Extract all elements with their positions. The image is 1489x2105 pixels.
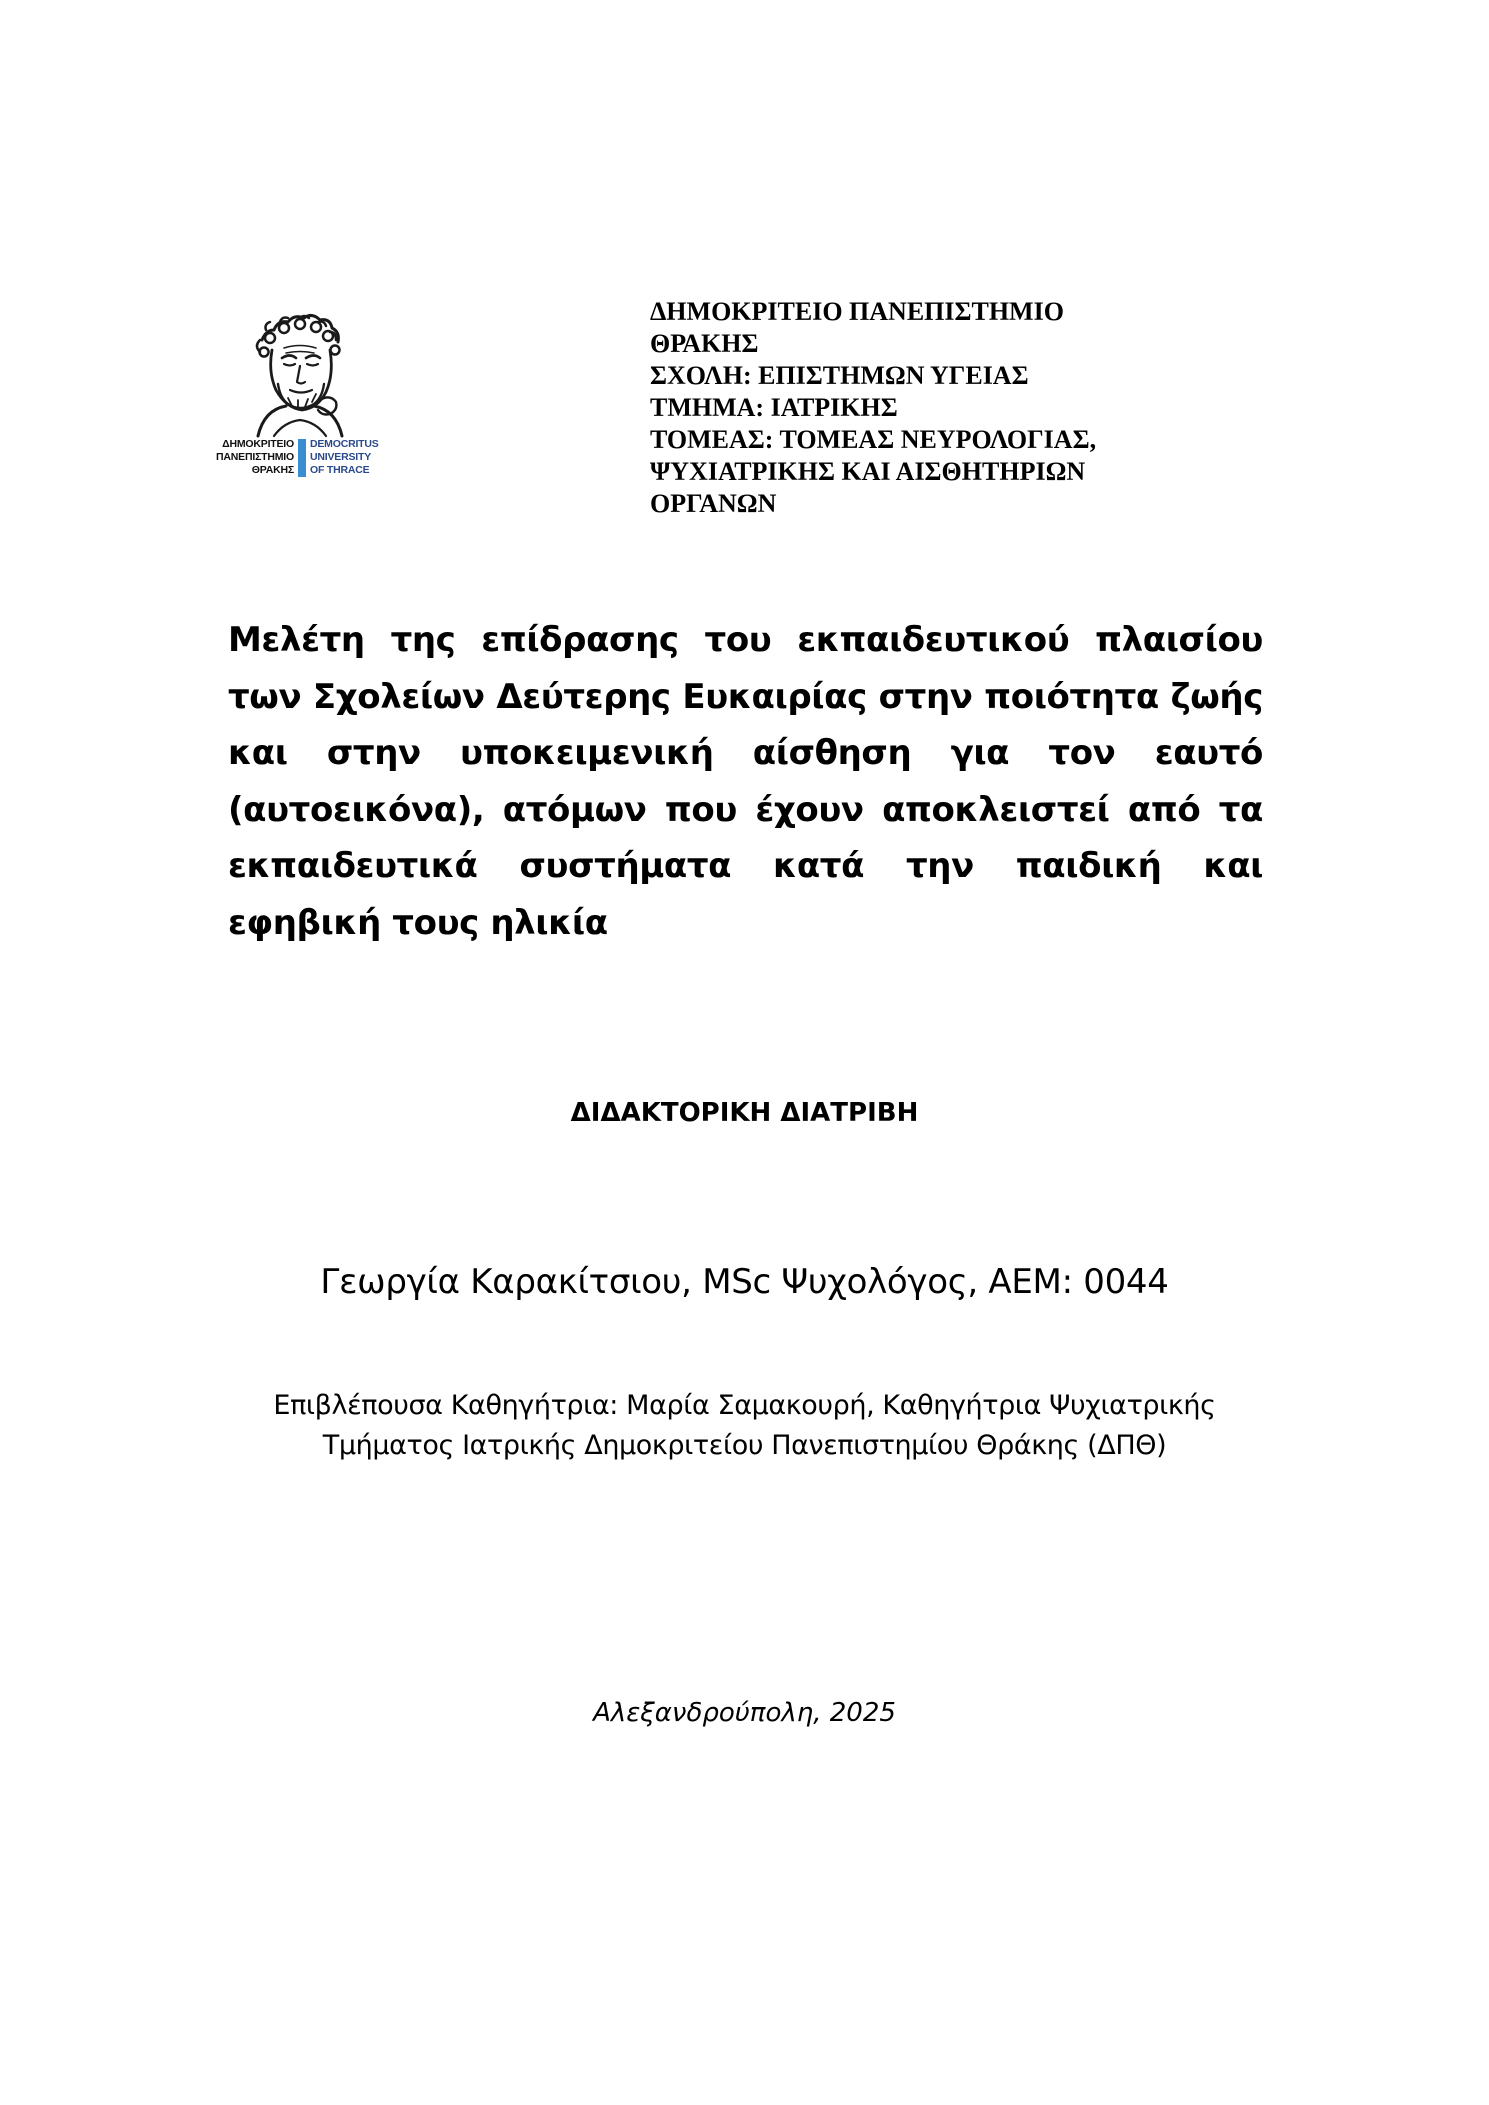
place-date: Αλεξανδρούπολη, 2025 — [593, 1698, 896, 1728]
institution-header — [650, 296, 1250, 520]
institution-line: ΤΜΗΜΑ: ΙΑΤΡΙΚΗΣ — [650, 393, 898, 422]
institution-line: ΤΟΜΕΑΣ: ΤΟΜΕΑΣ ΝΕΥΡΟΛΟΓΙΑΣ, — [650, 425, 1097, 454]
logo-wordmark — [200, 438, 410, 478]
logo-divider-bar — [298, 439, 306, 477]
supervisor-line: Επιβλέπουσα Καθηγήτρια: Μαρία Σαμακουρή, Καθηγήτρια Ψυχιατρικής — [273, 1390, 1216, 1421]
logo-greek-name: ΔΗΜΟΚΡΙΤΕΙΟ ΠΑΝΕΠΙΣΤΗΜΙΟ ΘΡΑΚΗΣ — [216, 438, 294, 476]
thesis-title: Μελέτη της επίδρασης του εκπαιδευτικού πλαισίου των Σχολείων Δεύτερης Ευκαιρίας στην ποιότητα ζωής και στην υποκειμενική αίσθηση για τον εαυτό (αυτοεικόνα), ατόμων που έχουν αποκλειστεί από τα εκπαιδευτικά συστήματα κατά την παιδική και εφηβική τους ηλικία — [228, 620, 1263, 943]
supervisor-department-line: Τμήματος Ιατρικής Δημοκριτείου Πανεπιστημίου Θράκης (ΔΠΘ) — [322, 1430, 1167, 1461]
institution-line: ΣΧΟΛΗ: ΕΠΙΣΤΗΜΩΝ ΥΓΕΙΑΣ — [650, 361, 1029, 390]
university-logo — [200, 300, 410, 500]
institution-line: ΔΗΜΟΚΡΙΤΕΙΟ ΠΑΝΕΠΙΣΤΗΜΙΟ — [650, 297, 1064, 326]
institution-line: ΟΡΓΑΝΩΝ — [650, 489, 777, 518]
institution-line: ΨΥΧΙΑΤΡΙΚΗΣ ΚΑΙ ΑΙΣΘΗΤΗΡΙΩΝ — [650, 457, 1086, 486]
supervisor-block — [0, 1386, 1489, 1466]
author-line: Γεωργία Καρακίτσιου, MSc Ψυχολόγος, ΑΕΜ: 0044 — [320, 1262, 1169, 1302]
thesis-type: ΔΙΔΑΚΤΟΡΙΚΗ ΔΙΑΤΡΙΒΗ — [570, 1098, 919, 1128]
logo-english-name: DEMOCRITUS UNIVERSITY OF THRACE — [310, 438, 379, 476]
democritus-bust-icon — [200, 300, 410, 438]
institution-line: ΘΡΑΚΗΣ — [650, 329, 759, 358]
